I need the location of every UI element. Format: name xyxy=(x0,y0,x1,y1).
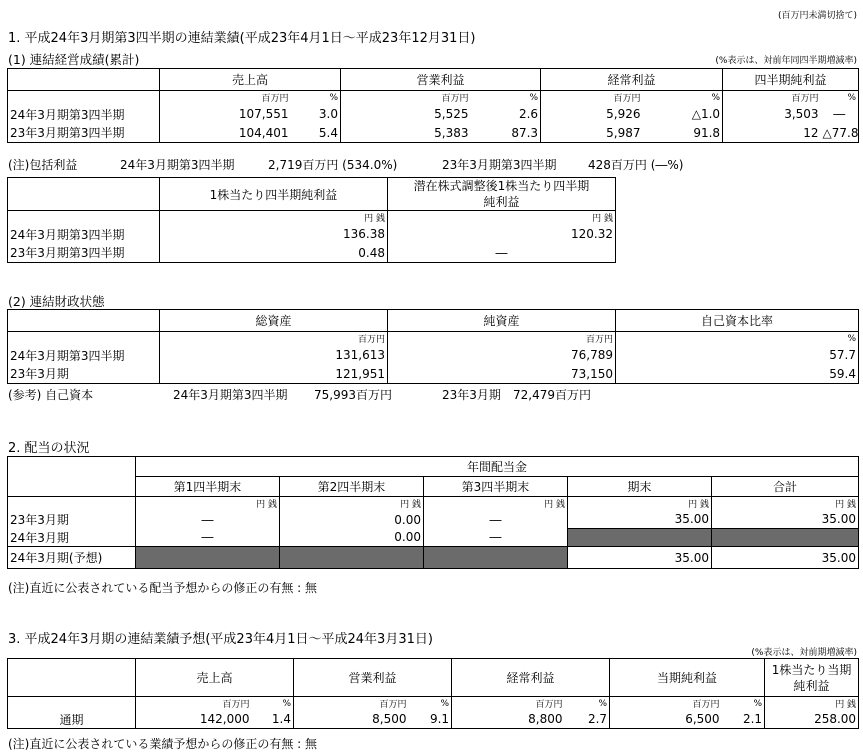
table-row: 通期 142,000 1.4 8,500 9.1 8,800 2.7 6,500 2.1 258.00 xyxy=(8,711,859,729)
unit-million: 百万円 xyxy=(723,91,821,105)
header-operating-income: 営業利益 xyxy=(294,659,452,697)
sub1-title: (1) 連結経営成績(累計) xyxy=(8,52,140,67)
table-row: 23年3月期第3四半期 0.48 ― xyxy=(8,244,616,263)
table-row: 23年3月期 121,951 73,150 59.4 xyxy=(8,365,859,384)
dividend-revision-note: (注)直近に公表されている配当予想からの修正の有無 : 無 xyxy=(8,581,318,595)
table-row: 23年3月期第3四半期 104,401 5.4 5,383 87.3 5,987 91.8 12 △77.8 xyxy=(8,124,859,143)
shaded-cell xyxy=(136,547,280,569)
sub2-title: (2) 連結財政状態 xyxy=(8,294,105,309)
header-q1-end: 第1四半期末 xyxy=(136,477,280,497)
header-year-end: 期末 xyxy=(568,477,712,497)
section2-title: 2. 配当の状況 xyxy=(8,441,90,456)
unit-pct: % xyxy=(821,91,859,105)
equity-ref-p1-label: 24年3月期第3四半期 xyxy=(173,388,288,402)
header-q3-end: 第3四半期末 xyxy=(424,477,568,497)
header-ordinary-income: 経常利益 xyxy=(541,69,723,91)
financial-position-table xyxy=(7,309,859,384)
section1-title: 1. 平成24年3月期第3四半期の連結業績(平成23年4月1日～平成23年12月31日) xyxy=(8,31,476,46)
dividend-table: 年間配当金 第1四半期末 第2四半期末 第3四半期末 期末 合計 円 銭 円 銭 円 銭 円 銭 円 銭 23年3月期 ― 0.00 ― 35.00 35.00 24年3月期 ― 0.00 ― 24年3月期(予想) 35.00 35.00 xyxy=(7,456,859,569)
header-eps: 1株当たり当期 純利益 xyxy=(765,659,859,697)
equity-ref-lead: (参考) 自己資本 xyxy=(8,388,94,402)
table-row: 24年3月期第3四半期 107,551 3.0 5,525 2.6 5,926 △1.0 3,503 ― xyxy=(8,105,859,124)
unit-pct: % xyxy=(643,91,723,105)
equity-ref-p2-value: 72,479百万円 xyxy=(513,388,591,402)
unit-yen: 円 銭 xyxy=(160,211,388,225)
table-row: 24年3月期第3四半期 136.38 120.32 xyxy=(8,225,616,244)
header-equity-ratio: 自己資本比率 xyxy=(616,310,859,332)
comprehensive-income-p2-value: 428百万円 (―%) xyxy=(588,158,684,172)
eps-table xyxy=(7,177,616,263)
section3-title: 3. 平成24年3月期の連結業績予想(平成23年4月1日～平成24年3月31日) xyxy=(8,632,433,647)
table-row: 24年3月期 ― 0.00 ― xyxy=(8,529,859,547)
header-sales: 売上高 xyxy=(160,69,341,91)
comprehensive-income-lead: (注)包括利益 xyxy=(8,158,78,172)
shaded-cell xyxy=(424,547,568,569)
forecast-revision-note: (注)直近に公表されている業績予想からの修正の有無 : 無 xyxy=(8,737,318,751)
shaded-cell xyxy=(568,529,712,547)
unit-pct: % xyxy=(291,91,341,105)
equity-ref-p2-label: 23年3月期 xyxy=(442,388,501,402)
header-net-income: 当期純利益 xyxy=(610,659,765,697)
forecast-table: 売上高 営業利益 経常利益 当期純利益 1株当たり当期 純利益 百万円 % 百万円 % 百万円 % 百万円 % 円 銭 通期 142,000 1.4 8,500 9.1 8,800 2.7 6,500 2.1 258.00 xyxy=(7,658,859,729)
comprehensive-income-p2-label: 23年3月期第3四半期 xyxy=(442,158,557,172)
header-eps: 1株当たり四半期純利益 xyxy=(160,178,388,211)
table-row: 24年3月期第3四半期 131,613 76,789 57.7 xyxy=(8,346,859,365)
unit-pct: % xyxy=(471,91,541,105)
table-row: 24年3月期(予想) 35.00 35.00 xyxy=(8,547,859,569)
header-annual-dividend: 年間配当金 xyxy=(136,457,859,477)
row-label-header xyxy=(8,69,160,91)
shaded-cell xyxy=(712,529,859,547)
unit-million: 百万円 xyxy=(541,91,643,105)
comprehensive-income-p1-value: 2,719百万円 (534.0%) xyxy=(268,158,398,172)
unit-million: 百万円 xyxy=(160,91,291,105)
header-total-assets: 総資産 xyxy=(160,310,388,332)
unit-million: 百万円 xyxy=(388,332,616,346)
unit-million: 百万円 xyxy=(160,332,388,346)
unit-million: 百万円 xyxy=(341,91,471,105)
header-ordinary-income: 経常利益 xyxy=(452,659,610,697)
header-total: 合計 xyxy=(712,477,859,497)
header-operating-income: 営業利益 xyxy=(341,69,541,91)
pct-note-1: (%表示は、対前年同四半期増減率) xyxy=(715,56,857,66)
header-diluted-eps: 潜在株式調整後1株当たり四半期 純利益 xyxy=(388,178,616,211)
equity-ref-p1-value: 75,993百万円 xyxy=(314,388,392,402)
header-net-income: 四半期純利益 xyxy=(723,69,859,91)
header-q2-end: 第2四半期末 xyxy=(280,477,424,497)
operating-results-table xyxy=(7,68,859,143)
unit-pct: % xyxy=(616,332,859,346)
pct-note-3: (%表示は、対前期増減率) xyxy=(751,648,857,658)
unit-yen: 円 銭 xyxy=(388,211,616,225)
table-row: 23年3月期 ― 0.00 ― 35.00 35.00 xyxy=(8,511,859,529)
header-net-assets: 純資産 xyxy=(388,310,616,332)
unit-note: (百万円未満切捨て) xyxy=(777,11,857,21)
shaded-cell xyxy=(280,547,424,569)
comprehensive-income-p1-label: 24年3月期第3四半期 xyxy=(120,158,235,172)
header-sales: 売上高 xyxy=(136,659,294,697)
